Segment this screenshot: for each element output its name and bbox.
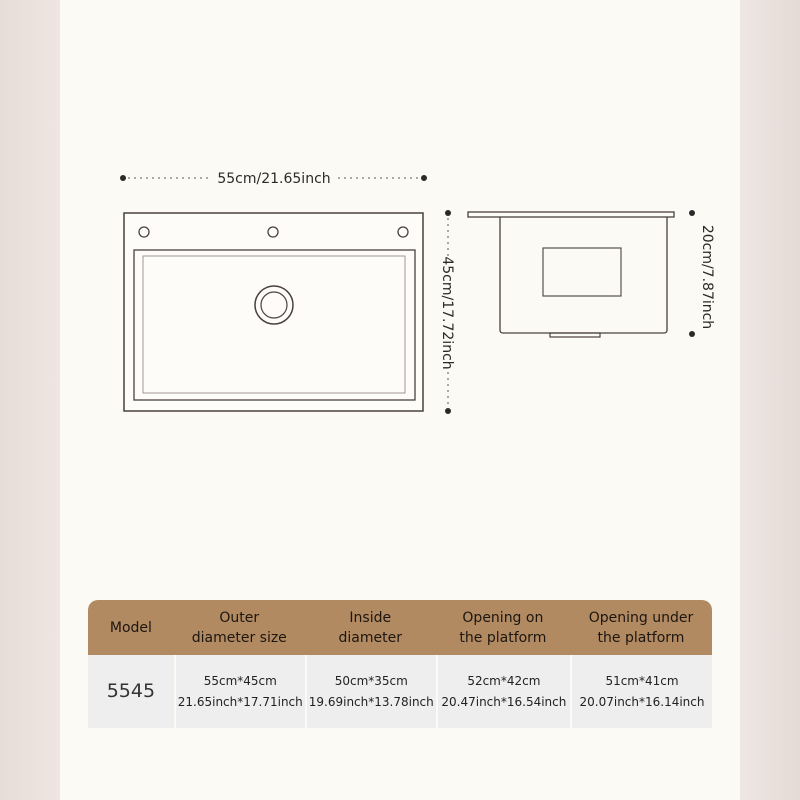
side-view-rim [468, 212, 674, 217]
depth-endpoint-bottom [445, 408, 451, 414]
cell-outer-cm: 55cm*45cm [203, 673, 277, 688]
width-label: 55cm/21.65inch [217, 171, 331, 187]
header-outer-diameter: Outer diameter size [174, 600, 305, 655]
side-view-label-plate [543, 248, 621, 296]
spec-table-header-row [88, 600, 712, 655]
height-label: 20cm/7.87inch [699, 224, 715, 330]
cell-opening-under-inch: 20.07inch*16.14inch [579, 694, 705, 709]
table-row [88, 655, 712, 728]
side-view-bowl [500, 217, 667, 333]
sink-top-view [124, 213, 423, 411]
cell-inside-cm: 50cm*35cm [334, 673, 408, 688]
height-endpoint-top [689, 210, 695, 216]
width-dimension [120, 171, 427, 187]
sink-side-view [468, 212, 674, 337]
cell-model: 5545 [88, 655, 174, 728]
header-model: Model [88, 600, 174, 655]
depth-label: 45cm/17.72inch [439, 256, 455, 370]
cell-outer-diameter [174, 655, 305, 728]
header-opening-under-platform: Opening under the platform [570, 600, 712, 655]
cell-opening-on-inch: 20.47inch*16.54inch [441, 694, 567, 709]
height-endpoint-bottom [689, 331, 695, 337]
cell-opening-on-platform [436, 655, 570, 728]
height-dimension [689, 210, 715, 337]
depth-endpoint-top [445, 210, 451, 216]
cell-opening-on-cm: 52cm*42cm [467, 673, 541, 688]
width-endpoint-right [421, 175, 427, 181]
sink-outer-outline [124, 213, 423, 411]
cell-opening-under-platform [570, 655, 712, 728]
cell-outer-inch: 21.65inch*17.71inch [177, 694, 303, 709]
spec-table [88, 600, 712, 728]
width-endpoint-left [120, 175, 126, 181]
header-inside-diameter: Inside diameter [305, 600, 436, 655]
depth-dimension [439, 210, 455, 414]
cell-inside-inch: 19.69inch*13.78inch [308, 694, 434, 709]
cell-opening-under-cm: 51cm*41cm [605, 673, 679, 688]
cell-inside-diameter [305, 655, 436, 728]
header-opening-on-platform: Opening on the platform [436, 600, 570, 655]
